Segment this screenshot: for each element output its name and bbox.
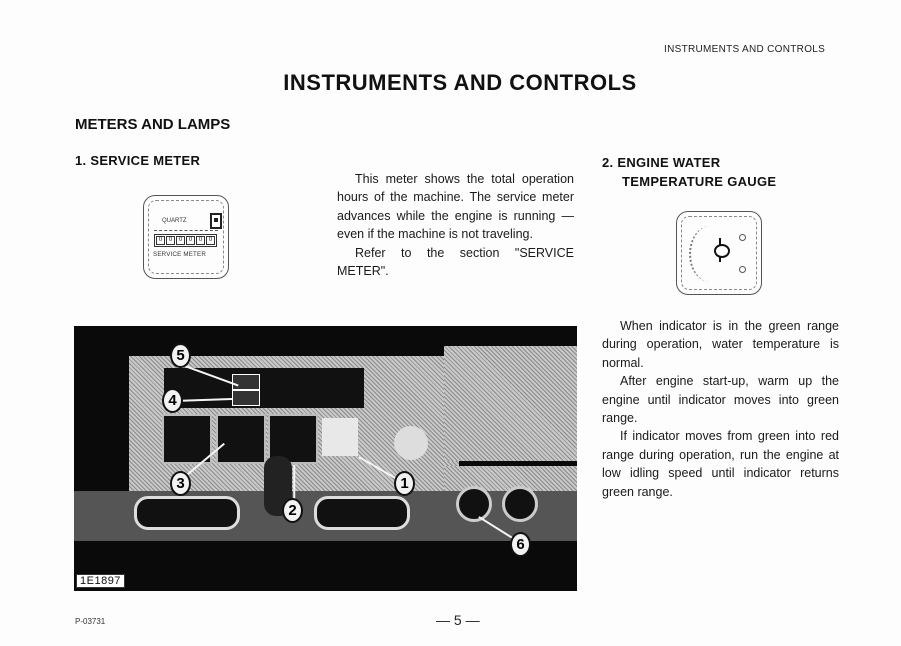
digit: 0 bbox=[206, 236, 215, 245]
key-switch bbox=[394, 426, 428, 460]
lamp-window bbox=[216, 414, 266, 464]
callout-6: 6 bbox=[510, 532, 531, 557]
thermometer-icon bbox=[714, 244, 730, 258]
screw-icon bbox=[739, 234, 746, 241]
meter-digits bbox=[154, 234, 217, 247]
page-number: — 5 — bbox=[436, 612, 480, 628]
paragraph: After engine start-up, warm up the engine until indicator moves into green range. bbox=[602, 374, 839, 426]
lamp-window bbox=[162, 414, 212, 464]
digit: 0 bbox=[186, 236, 195, 245]
page-title: INSTRUMENTS AND CONTROLS bbox=[283, 70, 637, 95]
callout-5: 5 bbox=[170, 343, 191, 368]
hourglass-icon bbox=[210, 213, 222, 229]
screw-icon bbox=[739, 266, 746, 273]
divider bbox=[154, 230, 218, 231]
paragraph: If indicator moves from green into red range during operation, run the engine at low idling speed until indicator returns green range. bbox=[602, 429, 839, 499]
digit: 0 bbox=[166, 236, 175, 245]
lamp-strip bbox=[164, 368, 364, 408]
service-meter-description bbox=[337, 170, 574, 280]
switch-knob bbox=[456, 486, 492, 522]
digit: 0 bbox=[156, 236, 165, 245]
paragraph: This meter shows the total operation hours of the machine. The service meter advances while the engine is running — even if the machine is not traveling. bbox=[337, 172, 574, 242]
callout-1: 1 bbox=[394, 471, 415, 496]
paragraph: Refer to the section "SERVICE METER". bbox=[337, 245, 574, 279]
heading-line-2: TEMPERATURE GAUGE bbox=[622, 174, 777, 189]
callout-3: 3 bbox=[170, 471, 191, 496]
lever-slot bbox=[134, 496, 240, 530]
right-panel bbox=[444, 346, 577, 461]
heading-line-1: 2. ENGINE WATER bbox=[602, 155, 721, 170]
photo-code: 1E1897 bbox=[76, 574, 125, 588]
indicator-box bbox=[232, 390, 260, 406]
digit: 0 bbox=[196, 236, 205, 245]
callout-4: 4 bbox=[162, 388, 183, 413]
water-temp-gauge-description bbox=[602, 317, 839, 501]
service-meter-window bbox=[322, 418, 358, 456]
service-meter-heading: 1. SERVICE METER bbox=[75, 153, 201, 168]
temperature-gauge-illustration bbox=[676, 211, 762, 295]
dashboard-photo bbox=[74, 326, 577, 591]
meter-brand-text: QUARTZ bbox=[162, 218, 187, 224]
running-head: INSTRUMENTS AND CONTROLS bbox=[664, 44, 826, 55]
service-meter-illustration bbox=[143, 195, 229, 279]
indicator-box bbox=[232, 374, 260, 390]
document-code: P-03731 bbox=[75, 617, 106, 626]
callout-2: 2 bbox=[282, 498, 303, 523]
digit: 0 bbox=[176, 236, 185, 245]
switch-knob bbox=[502, 486, 538, 522]
lever-slot bbox=[314, 496, 410, 530]
section-heading: METERS AND LAMPS bbox=[75, 116, 231, 133]
water-temp-gauge-heading bbox=[602, 153, 776, 191]
meter-label: SERVICE METER bbox=[153, 251, 207, 258]
paragraph: When indicator is in the green range during operation, water temperature is normal. bbox=[602, 319, 839, 370]
